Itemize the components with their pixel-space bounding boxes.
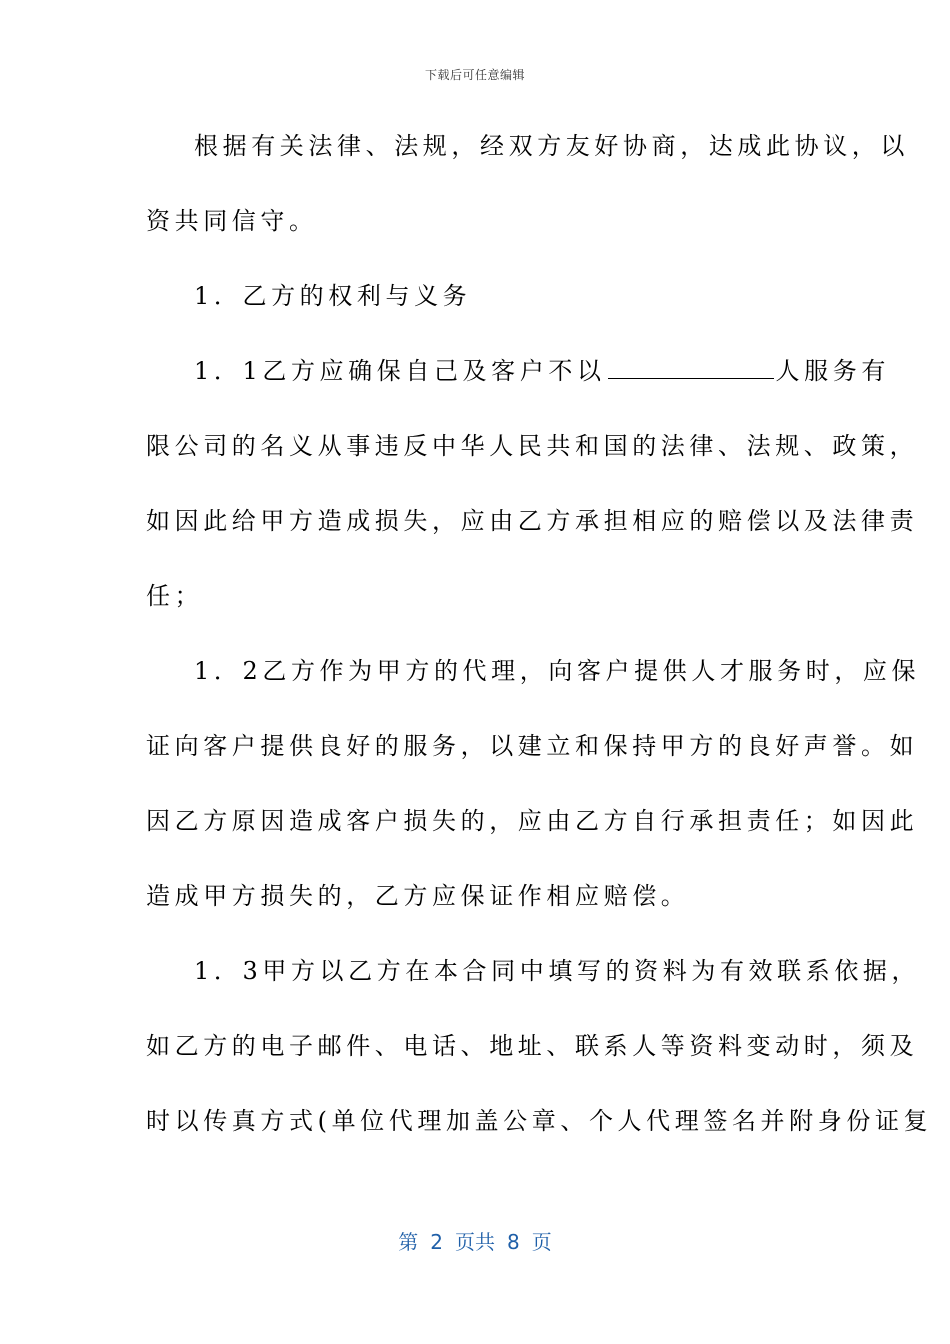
paragraph-line: 证向客户提供良好的服务，以建立和保持甲方的良好声誉。如 — [146, 732, 919, 760]
clause-text: 人服务有 — [775, 357, 890, 385]
paragraph-line: 因乙方原因造成客户损失的，应由乙方自行承担责任；如因此 — [146, 807, 919, 835]
paragraph-line: 造成甲方损失的，乙方应保证作相应赔偿。 — [146, 882, 690, 910]
paragraph-line: 如乙方的电子邮件、电话、地址、联系人等资料变动时，须及 — [146, 1032, 919, 1060]
section-heading: 1．乙方的权利与义务 — [194, 282, 472, 310]
page-header: 下载后可任意编辑 — [424, 68, 525, 82]
paragraph-line: 根据有关法律、法规，经双方友好协商，达成此协议，以 — [194, 132, 909, 160]
paragraph-line: 任； — [146, 582, 204, 610]
footer-suffix: 页 — [531, 1230, 552, 1254]
total-page-number: 8 — [507, 1230, 520, 1254]
clause-text: 1．1乙方应确保自己及客户不以 — [194, 357, 606, 385]
paragraph-line: 时以传真方式(单位代理加盖公章、个人代理签名并附身份证复 — [146, 1107, 933, 1135]
footer-middle: 页共 — [455, 1230, 495, 1254]
paragraph-line: 限公司的名义从事违反中华人民共和国的法律、法规、政策， — [146, 432, 919, 460]
current-page-number: 2 — [430, 1230, 443, 1254]
paragraph-line: 1．3甲方以乙方在本合同中填写的资料为有效联系依据， — [194, 957, 921, 985]
footer-prefix: 第 — [398, 1230, 419, 1254]
paragraph-line: 资共同信守。 — [146, 207, 318, 235]
paragraph-line: 1．2乙方作为甲方的代理，向客户提供人才服务时，应保 — [194, 657, 921, 685]
paragraph-line: 如因此给甲方造成损失，应由乙方承担相应的赔偿以及法律责 — [146, 507, 919, 535]
paragraph-line — [194, 356, 890, 386]
page-footer — [0, 1226, 950, 1255]
fill-in-blank — [608, 356, 774, 379]
